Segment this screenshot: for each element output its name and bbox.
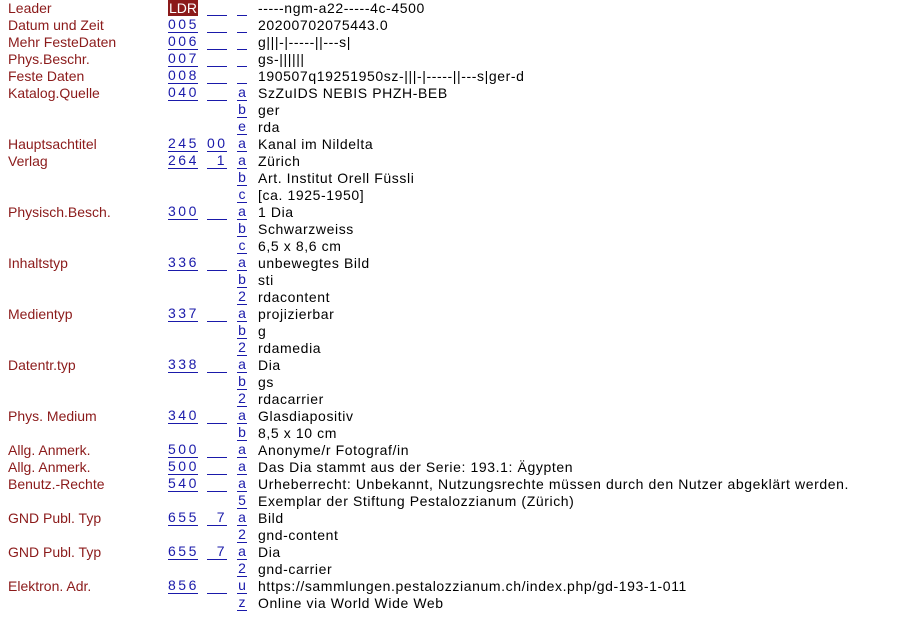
field-row (0, 323, 907, 340)
subfield-code (237, 68, 247, 84)
field-row (0, 238, 907, 255)
subfield-code: u (238, 577, 246, 593)
subfield-code: 2 (238, 526, 246, 542)
subfield-value: rdamedia (258, 340, 322, 356)
subfield-code: a (238, 305, 246, 321)
field-row (0, 102, 907, 119)
field-row (0, 17, 907, 34)
field-indicators (207, 0, 227, 16)
field-row (0, 391, 907, 408)
field-indicators (207, 306, 227, 322)
field-label: Katalog.Quelle (8, 85, 100, 101)
subfield-value: Glasdiapositiv (258, 408, 354, 424)
field-row (0, 578, 907, 595)
field-row (0, 221, 907, 238)
subfield-value: gnd-carrier (258, 561, 333, 577)
field-row (0, 408, 907, 425)
field-label: GND Publ. Typ (8, 544, 102, 560)
subfield-code: b (238, 220, 246, 236)
field-tag-link[interactable]: 338 (168, 356, 199, 372)
field-tag-link[interactable]: 040 (168, 84, 199, 100)
field-label: Phys. Medium (8, 408, 97, 424)
field-tag-link[interactable]: 245 (168, 135, 199, 151)
field-indicators (207, 85, 227, 101)
subfield-value: sti (258, 272, 274, 288)
field-indicators (207, 357, 227, 373)
field-row (0, 289, 907, 306)
subfield-code: a (238, 543, 246, 559)
subfield-value: 6,5 x 8,6 cm (258, 238, 342, 254)
subfield-code: a (238, 254, 246, 270)
field-tag-link[interactable]: 655 (168, 509, 199, 525)
field-tag-link[interactable]: 005 (168, 16, 199, 32)
field-tag-link[interactable]: 264 (168, 152, 199, 168)
subfield-value: gs (258, 374, 274, 390)
subfield-value: Anonyme/r Fotograf/in (258, 442, 410, 458)
field-row (0, 187, 907, 204)
field-label: GND Publ. Typ (8, 510, 102, 526)
field-row (0, 527, 907, 544)
subfield-code: b (238, 169, 246, 185)
field-indicators (207, 17, 227, 33)
field-label: Leader (8, 0, 52, 16)
field-row (0, 0, 907, 17)
subfield-value: Dia (258, 357, 281, 373)
subfield-code: b (238, 322, 246, 338)
field-label: Allg. Anmerk. (8, 459, 91, 475)
field-row (0, 68, 907, 85)
subfield-code: a (238, 475, 246, 491)
subfield-value: Dia (258, 544, 281, 560)
field-indicators (207, 408, 227, 424)
subfield-code: c (238, 237, 246, 253)
field-indicators: 1 (207, 153, 227, 169)
field-row (0, 493, 907, 510)
subfield-code: 2 (238, 288, 246, 304)
subfield-code: b (238, 271, 246, 287)
field-indicators (207, 204, 227, 220)
subfield-code: 5 (238, 492, 246, 508)
field-indicators (207, 459, 227, 475)
field-tag-link[interactable]: 007 (168, 50, 199, 66)
field-label: Datentr.typ (8, 357, 76, 373)
field-row (0, 204, 907, 221)
subfield-value: unbewegtes Bild (258, 255, 370, 271)
subfield-value: rda (258, 119, 281, 135)
field-row (0, 442, 907, 459)
subfield-value: 20200702075443.0 (258, 17, 389, 33)
subfield-value: 1 Dia (258, 204, 294, 220)
subfield-value: g (258, 323, 267, 339)
field-tag-link[interactable]: 500 (168, 441, 199, 457)
field-indicators: 00 (207, 135, 228, 151)
field-row (0, 85, 907, 102)
subfield-code: a (238, 509, 246, 525)
field-row (0, 476, 907, 493)
field-row (0, 136, 907, 153)
subfield-value: g|||-|-----||---s| (258, 34, 352, 50)
subfield-code: a (238, 152, 246, 168)
subfield-value: SzZuIDS NEBIS PHZH-BEB (258, 85, 448, 101)
field-indicators (207, 255, 227, 271)
subfield-code: e (238, 118, 246, 134)
field-indicators (207, 578, 227, 594)
field-tag-link[interactable]: 008 (168, 67, 199, 83)
field-label: Benutz.-Rechte (8, 476, 105, 492)
subfield-code: b (238, 101, 246, 117)
subfield-value: Art. Institut Orell Füssli (258, 170, 415, 186)
field-row (0, 340, 907, 357)
subfield-code: b (238, 373, 246, 389)
subfield-value: 190507q19251950sz-|||-|-----||---s|ger-d (258, 68, 525, 84)
field-row (0, 306, 907, 323)
subfield-value: Schwarzweiss (258, 221, 354, 237)
subfield-code: a (238, 84, 246, 100)
field-indicators (207, 442, 227, 458)
field-label: Datum und Zeit (8, 17, 104, 33)
field-row (0, 425, 907, 442)
field-label: Medientyp (8, 306, 73, 322)
subfield-code: a (238, 203, 246, 219)
field-row (0, 119, 907, 136)
subfield-code: a (238, 407, 246, 423)
field-tag-link[interactable]: 856 (168, 577, 199, 593)
subfield-code: a (238, 356, 246, 372)
field-row (0, 51, 907, 68)
field-row (0, 153, 907, 170)
field-tag-link[interactable]: 336 (168, 254, 199, 270)
subfield-value: Das Dia stammt aus der Serie: 193.1: Ägypten (258, 459, 574, 475)
subfield-value: Urheberrecht: Unbekannt, Nutzungsrechte müssen durch den Nutzer abgeklärt werden. (258, 476, 850, 492)
field-indicators (207, 34, 227, 50)
field-row (0, 459, 907, 476)
subfield-value: projizierbar (258, 306, 335, 322)
field-indicators (207, 476, 227, 492)
subfield-value: [ca. 1925-1950] (258, 187, 365, 203)
field-indicators: 7 (207, 544, 227, 560)
field-row (0, 544, 907, 561)
subfield-value: Zürich (258, 153, 301, 169)
subfield-value: rdacarrier (258, 391, 324, 407)
field-tag-link[interactable]: 540 (168, 475, 199, 491)
subfield-value: 8,5 x 10 cm (258, 425, 337, 441)
subfield-value: gs-|||||| (258, 51, 305, 67)
subfield-code: a (238, 441, 246, 457)
field-label: Inhaltstyp (8, 255, 68, 271)
field-indicators (207, 68, 227, 84)
field-row (0, 561, 907, 578)
field-tag-link[interactable]: LDR (169, 0, 198, 16)
field-row (0, 374, 907, 391)
subfield-value: gnd-content (258, 527, 339, 543)
subfield-code: 2 (238, 390, 246, 406)
field-tag-link[interactable]: 337 (168, 305, 199, 321)
subfield-value: ger (258, 102, 281, 118)
field-tag-link[interactable]: 500 (168, 458, 199, 474)
field-label: Phys.Beschr. (8, 51, 90, 67)
field-indicators (207, 51, 227, 67)
subfield-code: a (238, 458, 246, 474)
field-label: Physisch.Besch. (8, 204, 111, 220)
field-row (0, 170, 907, 187)
field-tag-link[interactable]: 655 (168, 543, 199, 559)
subfield-code: c (238, 186, 246, 202)
subfield-value: Exemplar der Stiftung Pestalozzianum (Zürich) (258, 493, 575, 509)
subfield-value: Bild (258, 510, 284, 526)
field-row (0, 510, 907, 527)
field-label: Verlag (8, 153, 48, 169)
subfield-value: Kanal im Nildelta (258, 136, 374, 152)
field-row (0, 34, 907, 51)
subfield-code: 2 (238, 339, 246, 355)
field-indicators: 7 (207, 510, 227, 526)
field-row (0, 255, 907, 272)
field-label: Elektron. Adr. (8, 578, 92, 594)
subfield-value: rdacontent (258, 289, 331, 305)
field-tag-link[interactable]: 340 (168, 407, 199, 423)
subfield-code: 2 (238, 560, 246, 576)
field-label: Allg. Anmerk. (8, 442, 91, 458)
field-label: Feste Daten (8, 68, 85, 84)
field-label: Mehr FesteDaten (8, 34, 117, 50)
subfield-code: z (238, 594, 246, 610)
subfield-value: -----ngm-a22-----4c-4500 (258, 0, 425, 16)
field-row (0, 357, 907, 374)
subfield-code (237, 17, 247, 33)
field-tag-link[interactable]: 006 (168, 33, 199, 49)
subfield-code: b (238, 424, 246, 440)
subfield-value: https://sammlungen.pestalozzianum.ch/index.php/gd-193-1-011 (258, 578, 687, 594)
field-tag-link[interactable]: 300 (168, 203, 199, 219)
subfield-code (237, 34, 247, 50)
subfield-code: a (238, 135, 246, 151)
field-row (0, 595, 907, 612)
subfield-value: Online via World Wide Web (258, 595, 444, 611)
field-label: Hauptsachtitel (8, 136, 97, 152)
subfield-code (237, 0, 247, 16)
subfield-code (237, 51, 247, 67)
field-row (0, 272, 907, 289)
